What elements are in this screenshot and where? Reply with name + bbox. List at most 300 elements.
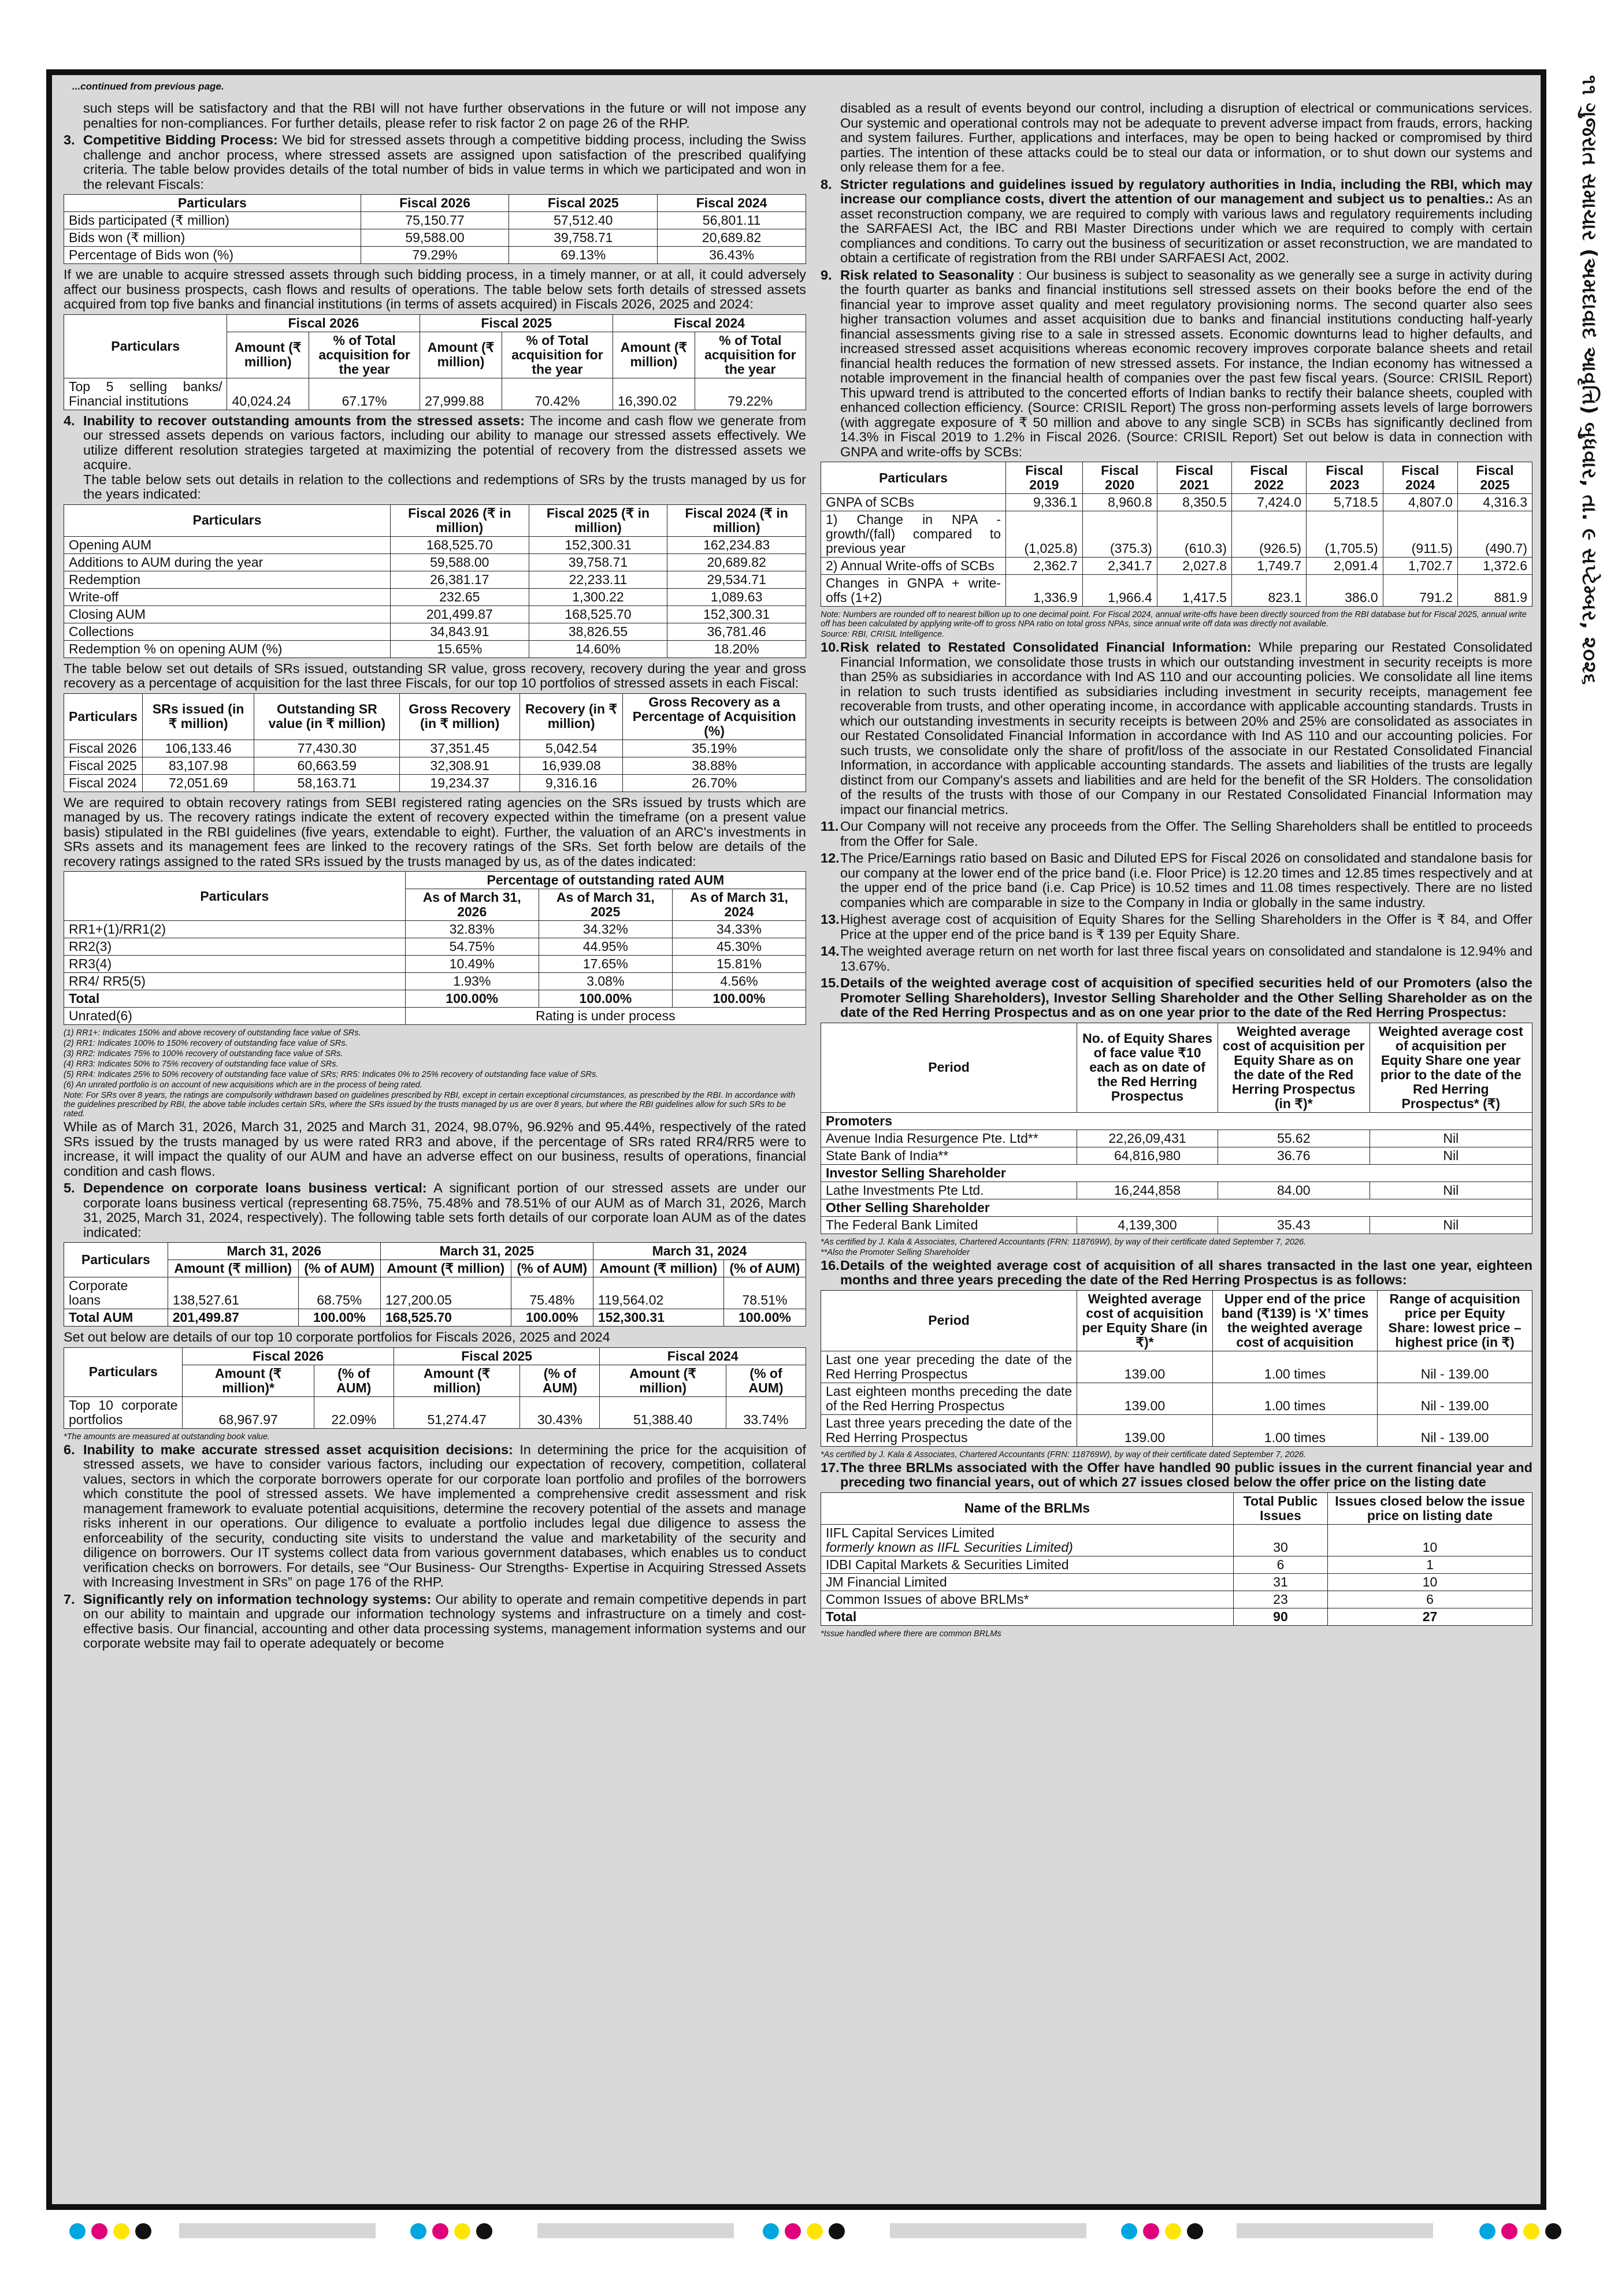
table-cell: 2) Annual Write-offs of SCBs: [821, 558, 1006, 575]
table-cell: 16,390.02: [613, 378, 695, 410]
table-cell: IDBI Capital Markets & Securities Limited: [821, 1556, 1234, 1573]
table-header-cell: Gross Recovery as a Percentage of Acquisition (%): [623, 693, 806, 740]
table-header-cell: As of March 31, 2024: [672, 889, 806, 921]
table-cell: 70.42%: [502, 378, 613, 410]
table-cell: 4.56%: [672, 973, 806, 990]
table-header-cell: Particulars: [64, 693, 143, 740]
registration-dot: [1523, 2223, 1539, 2239]
intro-paragraph: such steps will be satisfactory and that the RBI will not have further observations in the future or will not impose any penalties for non-compliances. For further details, please refer to risk factor 2 on page 26 of the RHP.: [83, 101, 806, 131]
table-cell: 35.43: [1218, 1216, 1370, 1234]
table-header-cell: Fiscal 2019: [1006, 462, 1083, 494]
registration-dot: [135, 2223, 151, 2239]
table-header-cell: Issues closed below the issue price on listing date: [1327, 1492, 1532, 1524]
table-cell: Nil: [1370, 1130, 1532, 1147]
registration-dot: [1143, 2223, 1159, 2239]
footnote: Note: Numbers are rounded off to nearest billion up to one decimal point. For Fiscal 2024, annual write-offs have been directly sourced from the RBI database but for Fiscal 2025, annual write off has been calculated by applying write-off to gross NPA ratio on total gross NPAs, since annual write off data was directly not available.: [821, 610, 1527, 629]
table-cell: The Federal Bank Limited: [821, 1216, 1077, 1234]
table-cell: Bids participated (₹ million): [64, 212, 361, 229]
table-cell: 1,089.63: [667, 588, 806, 605]
table-cell: Corporate loans: [64, 1277, 168, 1309]
table-cell: 100.00%: [511, 1309, 593, 1327]
table-header-cell: Upper end of the price band (₹139) is ‘X’ times the weighted average cost of acquisition: [1212, 1290, 1377, 1351]
table-cell: 59,588.00: [361, 229, 509, 247]
paragraph: The table below set out details of SRs issued, outstanding SR value, gross recovery, recovery during the year and gross recovery as a percentage of acquisition for the last three Fiscals, for our top 10 portfolios of stressed assets in each Fiscal:: [64, 660, 806, 690]
table-header-cell: Particulars: [64, 314, 227, 378]
table-row: [64, 640, 806, 657]
table-header-row: [64, 1347, 806, 1365]
table-cell: 67.17%: [309, 378, 420, 410]
table-header-cell: Weighted average cost of acquisition per Equity Share one year prior to the date of the Red Herring Prospectus* (₹): [1370, 1023, 1532, 1112]
table-cell: 2,362.7: [1006, 558, 1083, 575]
risk-item-9: 9. Risk related to Seasonality : Our business is subject to seasonality as we generally see a surge in activity during the fourth quarter as banks and financial institutions sell stressed assets on their books before the end of the financial year to improve asset quality and meet regulatory provisioning norms. The second quarter also sees higher transaction volumes and asset acquisition due to banks and financial institutions conducting half-yearly financial assessments giving rise to a sale in stressed assets. Economic downturns lead to higher defaults, and increased stressed asset acquisitions whereas economic recovery improves corporate balance sheets and retail financial health reduces the formation of new stressed assets. For instance, the Indian economy has witnessed a notable improvement in the financial health of companies over the past few fiscal years. (Source: CRISIL Report) This upward trend is attributed to the concerted efforts of Indian banks to rectify their balance sheets, coupled with enhanced collection efficiency. (Source: CRISIL Report) The gross non-performing assets levels of large borrowers (with aggregate exposure of ₹ 50 million and above to any single SCB) in SCBs has significantly declined from 14.3% in Fiscal 2019 to 1.2% in Fiscal 2026. (Source: CRISIL Report) Set out below is data in connection with GNPA and write-offs by SCBs:: [821, 267, 1532, 459]
table-header-cell: March 31, 2025: [380, 1243, 593, 1260]
table-cell: 31: [1233, 1573, 1327, 1591]
table-cell: (610.3): [1157, 511, 1231, 558]
table-cell: 77,430.30: [254, 740, 400, 757]
table-cell: 2,341.7: [1082, 558, 1157, 575]
registration-strip: [179, 2223, 376, 2238]
table-cell: 68.75%: [298, 1277, 380, 1309]
risk-item-6: 6. Inability to make accurate stressed asset acquisition decisions: In determining the price for the acquisition of stressed assets, we have to consider various factors, including our expectation of recovery, competition, collateral values, sectors in which the corporate borrowers operate for our corporate loan portfolio and profiles of the borrowers which constitute the pool of stressed assets. We have implemented a comprehensive credit assessment and risk management framework to evaluate potential acquisitions, determine the recovery potential of the assets and manage risks inherent in our operations. Our diligence to evaluate a portfolio includes legal due diligence to assess the enforceability of the security, conducting site visits to understand the value and marketability of the security and diligence on borrowers. Our IT systems collect data from various government databases, which enables us to conduct verification checks on borrowers. For details, see “Our Business- Our Strengths- Expertise in Acquiring Stressed Assets with Increasing Investment in SRs” on page 176 of the RHP.: [64, 1441, 806, 1589]
table-cell: Top 10 corporate portfolios: [64, 1396, 183, 1428]
table-cell: 9,336.1: [1006, 494, 1083, 511]
table-cell: 33.74%: [726, 1396, 806, 1428]
table-row: [64, 553, 806, 571]
table-cell: Fiscal 2025: [64, 757, 143, 774]
registration-dot: [1545, 2223, 1561, 2239]
footnote: (4) RR3: Indicates 50% to 75% recovery of outstanding face value of SRs.: [64, 1060, 339, 1069]
table-cell: 72,051.69: [142, 774, 254, 792]
item-16: 16. Details of the weighted average cost of acquisition of all shares transacted in the last one year, eighteen months and three years preceding the date of the Red Herring Prospectus is as follows:: [821, 1257, 1532, 1287]
table-cell: 34.33%: [672, 921, 806, 938]
sr-recovery-table: [64, 693, 806, 792]
table-cell: RR4/ RR5(5): [64, 973, 406, 990]
table-cell: 3.08%: [539, 973, 672, 990]
table-header-row: [821, 1199, 1532, 1216]
risk-item-5: 5. Dependence on corporate loans business vertical: A significant portion of our stressed assets are under our corporate loans business vertical (representing 68.75%, 75.48% and 78.51% of our AUM as of March 31, 2026, March 31, 2025, March 31, 2024, respectively). The following table sets forth details of our corporate loan AUM as of the dates indicated:: [64, 1180, 806, 1240]
table-header-cell: Range of acquisition price per Equity Share: lowest price – highest price (in ₹): [1378, 1290, 1532, 1351]
table-cell: 139.00: [1077, 1414, 1213, 1446]
table-cell: 45.30%: [672, 938, 806, 956]
table-cell: 30: [1233, 1524, 1327, 1556]
registration-strip: [537, 2223, 734, 2238]
table-cell: 106,133.46: [142, 740, 254, 757]
table-header-cell: Particulars: [64, 195, 361, 212]
table-header-cell: Amount (₹ million): [227, 332, 309, 378]
table-row: [64, 990, 806, 1008]
table-cell: 823.1: [1231, 575, 1306, 607]
left-column: [64, 101, 806, 1654]
table-header-cell: Fiscal 2024: [658, 195, 806, 212]
table-cell: Collections: [64, 623, 391, 640]
table-cell: Lathe Investments Pte Ltd.: [821, 1182, 1077, 1199]
table-cell: Top 5 selling banks/ Financial institutions: [64, 378, 227, 410]
table-cell: 79.29%: [361, 247, 509, 264]
table-header-row: [821, 1492, 1532, 1524]
table-cell: 15.65%: [390, 640, 529, 657]
table-header-cell: Fiscal 2026: [361, 195, 509, 212]
table-cell: Avenue India Resurgence Pte. Ltd**: [821, 1130, 1077, 1147]
table-cell: 60,663.59: [254, 757, 400, 774]
table-cell: 64,816,980: [1077, 1147, 1218, 1164]
table-header-cell: March 31, 2024: [593, 1243, 806, 1260]
table-cell: 4,139,300: [1077, 1216, 1218, 1234]
registration-dot: [69, 2223, 86, 2239]
table-row: [821, 558, 1532, 575]
table-cell: 83,107.98: [142, 757, 254, 774]
footnote: Note: For SRs over 8 years, the ratings are compulsorily withdrawn based on guidelines prescribed by RBI, except in certain exceptional circumstances, as prescribed by the RBI. In accordance with the guidelines prescribed by RBI, the above table includes certain SRs, where the SRs issued by the trusts managed by us are over 8 years, but where the RBI guidelines allow for such SRs to be rated.: [64, 1091, 796, 1119]
table-header-cell: % of Total acquisition for the year: [309, 332, 420, 378]
table-row: [821, 1573, 1532, 1591]
table-row: [821, 1182, 1532, 1199]
table-cell: 162,234.83: [667, 536, 806, 553]
table-cell: Redemption: [64, 571, 391, 588]
footnote: (2) RR1: Indicates 100% to 150% recovery of outstanding face value of SRs.: [64, 1039, 348, 1048]
table-cell: 68,967.97: [183, 1396, 314, 1428]
continued-note: ...continued from previous page.: [72, 81, 224, 92]
table-row: [821, 1591, 1532, 1608]
table-cell: State Bank of India**: [821, 1147, 1077, 1164]
table-cell: 152,300.31: [529, 536, 667, 553]
table-cell: (1,705.5): [1307, 511, 1383, 558]
table-row: [821, 494, 1532, 511]
table-header-cell: Particulars: [64, 1243, 168, 1277]
table-row: [64, 973, 806, 990]
table-row: [821, 1524, 1532, 1556]
table-row: [64, 938, 806, 956]
table-header-row: [821, 1023, 1532, 1112]
gnpa-table: [821, 462, 1532, 607]
table-cell: 6: [1327, 1591, 1532, 1608]
table-header-cell: (% of AUM): [726, 1365, 806, 1396]
item-17: 17. The three BRLMs associated with the Offer have handled 90 public issues in the current financial year and preceding two financial years, out of which 27 issues closed below the offer price on the listing date: [821, 1459, 1532, 1489]
table-header-row: [821, 1112, 1532, 1130]
brlm-table: [821, 1492, 1532, 1626]
table-cell: Promoters: [821, 1112, 1532, 1130]
table-header-cell: Particulars: [821, 462, 1006, 494]
table-cell: 26.70%: [623, 774, 806, 792]
table-cell: 20,689.82: [667, 553, 806, 571]
paragraph: If we are unable to acquire stressed assets through such bidding process, in a timely manner, or at all, it could adversely affect our business prospects, cash flows and results of operations. The table below sets forth details of stressed assets acquired from top five banks and financial institutions (in terms of assets acquired) in Fiscals 2026, 2025 and 2024:: [64, 267, 806, 311]
table-cell: GNPA of SCBs: [821, 494, 1006, 511]
table-row: [64, 757, 806, 774]
table-cell: IIFL Capital Services Limited formerly known as IIFL Securities Limited): [821, 1524, 1234, 1556]
table-row: [64, 229, 806, 247]
registration-strip: [890, 2223, 1086, 2238]
registration-dot: [785, 2223, 801, 2239]
table-row: [821, 1147, 1532, 1164]
table-cell: 127,200.05: [380, 1277, 511, 1309]
table-cell: 1,336.9: [1006, 575, 1083, 607]
table-header-row: [64, 1260, 806, 1277]
footnote: (3) RR2: Indicates 75% to 100% recovery of outstanding face value of SRs.: [64, 1049, 343, 1058]
table-row: [821, 1216, 1532, 1234]
table-header-cell: March 31, 2026: [168, 1243, 380, 1260]
table-header-cell: Amount (₹ million): [593, 1260, 723, 1277]
table-cell: Common Issues of above BRLMs*: [821, 1591, 1234, 1608]
table-cell: Changes in GNPA + write-offs (1+2): [821, 575, 1006, 607]
registration-dot: [829, 2223, 845, 2239]
table-header-cell: Fiscal 2025: [509, 195, 658, 212]
table-cell: 168,525.70: [529, 605, 667, 623]
table-cell: 100.00%: [405, 990, 539, 1008]
item-13: 13. Highest average cost of acquisition of Equity Shares for the Selling Shareholders in the Offer is ₹ 84, and Offer Price at the upper end of the price band is ₹ 139 per Equity Share.: [821, 912, 1532, 942]
table-cell: Last three years preceding the date of the Red Herring Prospectus: [821, 1414, 1077, 1446]
table-header-cell: Total Public Issues: [1233, 1492, 1327, 1524]
table-row: [64, 774, 806, 792]
wacc-transactions-table: [821, 1290, 1532, 1447]
table-row: [64, 921, 806, 938]
table-cell: Opening AUM: [64, 536, 391, 553]
table-header-cell: Gross Recovery (in ₹ million): [400, 693, 520, 740]
table-cell: 17.65%: [539, 956, 672, 973]
table-cell: 27,999.88: [420, 378, 502, 410]
table-header-cell: Fiscal 2024 (₹ in million): [667, 504, 806, 536]
table-cell: 1,749.7: [1231, 558, 1306, 575]
table-header-cell: Amount (₹ million): [394, 1365, 520, 1396]
table-row: [64, 1396, 806, 1428]
table-header-cell: Fiscal 2026: [183, 1347, 394, 1365]
table-header-cell: % of Total acquisition for the year: [695, 332, 806, 378]
table-cell: 1.00 times: [1212, 1351, 1377, 1383]
table-cell: 16,244,858: [1077, 1182, 1218, 1199]
table-cell: 32.83%: [405, 921, 539, 938]
table-cell: 100.00%: [672, 990, 806, 1008]
table-header-cell: Fiscal 2026: [227, 314, 420, 332]
table-header-cell: Amount (₹ million): [600, 1365, 726, 1396]
table-header-cell: Fiscal 2021: [1157, 462, 1231, 494]
table-cell: 38,826.55: [529, 623, 667, 640]
table-header-cell: Period: [821, 1290, 1077, 1351]
table-cell: 20,689.82: [658, 229, 806, 247]
table-cell: 78.51%: [723, 1277, 806, 1309]
table-row: [64, 623, 806, 640]
recovery-ratings-table: [64, 871, 806, 1025]
table-cell: Other Selling Shareholder: [821, 1199, 1532, 1216]
table-row: [64, 1008, 806, 1025]
table-header-cell: SRs issued (in ₹ million): [142, 693, 254, 740]
table-cell: 79.22%: [695, 378, 806, 410]
table-cell: 84.00: [1218, 1182, 1370, 1199]
table-cell: 39,758.71: [529, 553, 667, 571]
risk-item-7: 7. Significantly rely on information technology systems: Our ability to operate and remain competitive depends in part on our ability to maintain and upgrade our information technology systems and infrastructure on a timely and cost-effective basis. Our financial, accounting and other data processing systems, management information systems and our corporate website may fail to operate adequately or become: [64, 1591, 806, 1651]
table-cell: 39,758.71: [509, 229, 658, 247]
table-row: [821, 1383, 1532, 1414]
paragraph: We are required to obtain recovery ratings from SEBI registered rating agencies on the SRs issued by trusts which are managed by us. The recovery ratings indicate the extent of recovery expected within the timeframe (on a present value basis) stipulated in the RBI guidelines (five years, extendable to eight). Further, the valuation of an ARC's investments in SRs assets and its management fees are linked to the recovery ratings of the SRs. Set forth below are details of the recovery ratings assigned to the rated SRs issued by the trusts managed by us, as of the dates indicated:: [64, 794, 806, 869]
table-cell: Last one year preceding the date of the Red Herring Prospectus: [821, 1351, 1077, 1383]
table-cell: Unrated(6): [64, 1008, 406, 1025]
table-header-cell: Amount (₹ million): [380, 1260, 511, 1277]
registration-dot: [807, 2223, 823, 2239]
table-cell: 10: [1327, 1524, 1532, 1556]
table-cell: 32,308.91: [400, 757, 520, 774]
table-header-cell: (% of AUM): [520, 1365, 600, 1396]
footnote: *As certified by J. Kala & Associates, Chartered Accountants (FRN: 118769W), by way of their certificate dated September 7, 2026.: [821, 1450, 1307, 1459]
table-header-row: [64, 693, 806, 740]
paragraph: While as of March 31, 2026, March 31, 2025 and March 31, 2024, 98.07%, 96.92% and 95.44%, respectively of the rated SRs issued by the trusts managed by us were rated RR3 and above, if the percentage of SRs rated RR4/RR5 were to increase, it will impact the quality of our AUM and have an adverse effect on our business, results of operations, financial condition and cash flows.: [64, 1119, 806, 1179]
table-row: [821, 1608, 1532, 1625]
table-header-cell: Fiscal 2020: [1082, 462, 1157, 494]
table-cell: 119,564.02: [593, 1277, 723, 1309]
item-11: 11. Our Company will not receive any proceeds from the Offer. The Selling Shareholders shall be entitled to proceeds from the Offer for Sale.: [821, 819, 1532, 849]
table-cell: 1,372.6: [1457, 558, 1532, 575]
table-cell: Total AUM: [64, 1309, 168, 1327]
table-cell: 138,527.61: [168, 1277, 298, 1309]
table-cell: 19,234.37: [400, 774, 520, 792]
table-cell: 8,960.8: [1082, 494, 1157, 511]
table-cell: 29,534.71: [667, 571, 806, 588]
risk-item-3: 3. Competitive Bidding Process: We bid for stressed assets through a competitive bidding process, including the Swiss challenge and anchor process, where stressed assets are assigned upon satisfaction of the prescribed qualifying criteria. The table below provides details of the total number of bids in value terms in which we participated and won in the relevant Fiscals:: [64, 132, 807, 192]
table-header-row: [821, 1290, 1532, 1351]
registration-strip: [1237, 2223, 1433, 2238]
table-cell: 51,388.40: [600, 1396, 726, 1428]
table-cell: 57,512.40: [509, 212, 658, 229]
table-cell: 201,499.87: [390, 605, 529, 623]
table-cell: 2,027.8: [1157, 558, 1231, 575]
table-header-row: [64, 872, 806, 889]
item-12: 12. The Price/Earnings ratio based on Basic and Diluted EPS for Fiscal 2026 on consolidated and standalone basis for our company at the lower end of the price band (i.e. Floor Price) is 12.20 times and 12.85 times respectively and at the upper end of the price band (i.e. Cap Price) is 10.52 times and 11.08 times respectively. There are no listed companies which are comparable in size to the Company in India or globally in the same industry.: [821, 850, 1532, 910]
table-cell: 5,718.5: [1307, 494, 1383, 511]
table-cell: 201,499.87: [168, 1309, 298, 1327]
table-header-cell: Amount (₹ million): [168, 1260, 298, 1277]
table-cell: 1,966.4: [1082, 575, 1157, 607]
table-cell: 75.48%: [511, 1277, 593, 1309]
table-cell: JM Financial Limited: [821, 1573, 1234, 1591]
table-cell: Nil - 139.00: [1378, 1414, 1532, 1446]
table-cell: 75,150.77: [361, 212, 509, 229]
table-cell: 18.20%: [667, 640, 806, 657]
table-cell: 15.81%: [672, 956, 806, 973]
table-cell: 4,807.0: [1383, 494, 1457, 511]
table-cell: 100.00%: [539, 990, 672, 1008]
table-cell: 37,351.45: [400, 740, 520, 757]
table-cell: (911.5): [1383, 511, 1457, 558]
table-cell: 232.65: [390, 588, 529, 605]
table-cell: 8,350.5: [1157, 494, 1231, 511]
footnote: **Also the Promoter Selling Shareholder: [821, 1247, 970, 1257]
table-cell: Total: [821, 1608, 1234, 1625]
table-cell: 69.13%: [509, 247, 658, 264]
table-row: [64, 536, 806, 553]
table-header-cell: % of Total acquisition for the year: [502, 332, 613, 378]
table-header-cell: Particulars: [64, 872, 406, 921]
table-header-row: [821, 1164, 1532, 1182]
table-cell: (1,025.8): [1006, 511, 1083, 558]
table-header-row: [821, 462, 1532, 494]
table-cell: 40,024.24: [227, 378, 309, 410]
table-cell: (926.5): [1231, 511, 1306, 558]
table-header-cell: Weighted average cost of acquisition per Equity Share as on the date of the Red Herring Prospectus (in ₹)*: [1218, 1023, 1370, 1112]
footnote: (1) RR1+: Indicates 150% and above recovery of outstanding face value of SRs.: [64, 1028, 361, 1038]
table-cell: 34,843.91: [390, 623, 529, 640]
right-column: [821, 101, 1532, 1640]
table-cell: 22.09%: [314, 1396, 394, 1428]
corporate-loans-table: [64, 1242, 806, 1327]
table-cell: 5,042.54: [519, 740, 622, 757]
table-cell: RR3(4): [64, 956, 406, 973]
table-header-cell: Name of the BRLMs: [821, 1492, 1234, 1524]
item-14: 14. The weighted average return on net worth for last three fiscal years on consolidated and standalone is 12.94% and 13.67%.: [821, 943, 1532, 974]
collections-table: [64, 504, 806, 658]
table-row: [64, 212, 806, 229]
table-cell: 22,26,09,431: [1077, 1130, 1218, 1147]
table-row: [64, 605, 806, 623]
table-cell: Additions to AUM during the year: [64, 553, 391, 571]
masthead-sidebar: [1560, 75, 1606, 711]
table-cell: Redemption % on opening AUM (%): [64, 640, 391, 657]
table-row: [821, 1556, 1532, 1573]
table-header-cell: (% of AUM): [723, 1260, 806, 1277]
footnote: Source: RBI, CRISIL Intelligence.: [821, 630, 945, 639]
table-cell: 100.00%: [298, 1309, 380, 1327]
table-cell: 36,781.46: [667, 623, 806, 640]
table-header-cell: Amount (₹ million): [613, 332, 695, 378]
table-header-cell: Fiscal 2025: [1457, 462, 1532, 494]
table-header-cell: No. of Equity Shares of face value ₹10 each as on date of the Red Herring Prospectus: [1077, 1023, 1218, 1112]
risk-item-8: 8. Stricter regulations and guidelines issued by regulatory authorities in India, including the RBI, which may increase our compliance costs, divert the attention of our management and subject us to penalties.: As an asset reconstruction company, we are required to comply with various laws and regulatory requirements including the SARFAESI Act, the IBC and RBI Master Directions under which we are required to comply with certain compliances and conditions. To carry out the business of securitization or asset reconstruction, we are mandated to obtain a certificate of registration from the RBI under SARFAESI Act, 2002.: [821, 176, 1532, 265]
table-cell: 59,588.00: [390, 553, 529, 571]
table-cell: 1.00 times: [1212, 1414, 1377, 1446]
table-cell: Fiscal 2024: [64, 774, 143, 792]
registration-dot: [1187, 2223, 1203, 2239]
table-cell: Nil - 139.00: [1378, 1383, 1532, 1414]
table-row: [64, 247, 806, 264]
table-cell: Nil - 139.00: [1378, 1351, 1532, 1383]
table-cell: 22,233.11: [529, 571, 667, 588]
registration-dot: [410, 2223, 426, 2239]
registration-dot: [1121, 2223, 1137, 2239]
table-cell: RR1+(1)/RR1(2): [64, 921, 406, 938]
footnote: (6) An unrated portfolio is on account of new acquisitions which are in the process of being rated.: [64, 1080, 422, 1090]
table-header-cell: Fiscal 2025: [394, 1347, 600, 1365]
table-row: [64, 1309, 806, 1327]
table-cell: 139.00: [1077, 1351, 1213, 1383]
table-cell: 55.62: [1218, 1130, 1370, 1147]
table-header-cell: Particulars: [64, 1347, 183, 1396]
table-cell: 34.32%: [539, 921, 672, 938]
table-cell: 38.88%: [623, 757, 806, 774]
table-cell: 791.2: [1383, 575, 1457, 607]
table-header-cell: (% of AUM): [511, 1260, 593, 1277]
table-header-cell: Fiscal 2025 (₹ in million): [529, 504, 667, 536]
registration-dot: [1479, 2223, 1495, 2239]
table-header-cell: Amount (₹ million): [420, 332, 502, 378]
table-cell: 100.00%: [723, 1309, 806, 1327]
table-cell: 4,316.3: [1457, 494, 1532, 511]
item-15: 15. Details of the weighted average cost of acquisition of specified securities held of our Promoters (also the Promoter Selling Shareholders), Investor Selling Shareholder and the Other Selling Shareholder as on the date of the Red Herring Prospectus and as on one year prior to the date of the Red Herring Prospectus:: [821, 975, 1532, 1020]
table-cell: Fiscal 2026: [64, 740, 143, 757]
masthead-text: ૧૧ ગુજરાત સમાચાર (અમદાવાદ આવૃત્તિ) બુધવાર, તા. ૯ સપ્ટેમ્બર, ૨૦૨૬: [1578, 75, 1601, 686]
table-cell: 36.76: [1218, 1147, 1370, 1164]
table-cell: Nil: [1370, 1216, 1532, 1234]
table-cell: 139.00: [1077, 1383, 1213, 1414]
table-cell: 6: [1233, 1556, 1327, 1573]
table-header-cell: Period: [821, 1023, 1077, 1112]
table-header-row: [64, 1243, 806, 1260]
table-cell: Investor Selling Shareholder: [821, 1164, 1532, 1182]
top5-sellers-table: [64, 314, 806, 410]
table-cell: RR2(3): [64, 938, 406, 956]
table-cell: Write-off: [64, 588, 391, 605]
risk-item-4: 4. Inability to recover outstanding amounts from the stressed assets: The income and cash flow we generate from our stressed assets depends on various factors, including our ability to manage our stressed assets effectively. We utilize different resolution strategies targeted at maximizing the potential of recovery from the distressed assets we acquire. The table below sets out details in relation to the collections and redemptions of SRs by the trusts managed by us for the years indicated:: [64, 413, 806, 501]
table-row: [64, 378, 806, 410]
table-cell: 1,417.5: [1157, 575, 1231, 607]
table-cell: 168,525.70: [390, 536, 529, 553]
table-row: [64, 1277, 806, 1309]
table-cell: 26,381.17: [390, 571, 529, 588]
table-cell: 36.43%: [658, 247, 806, 264]
table-cell: 168,525.70: [380, 1309, 511, 1327]
